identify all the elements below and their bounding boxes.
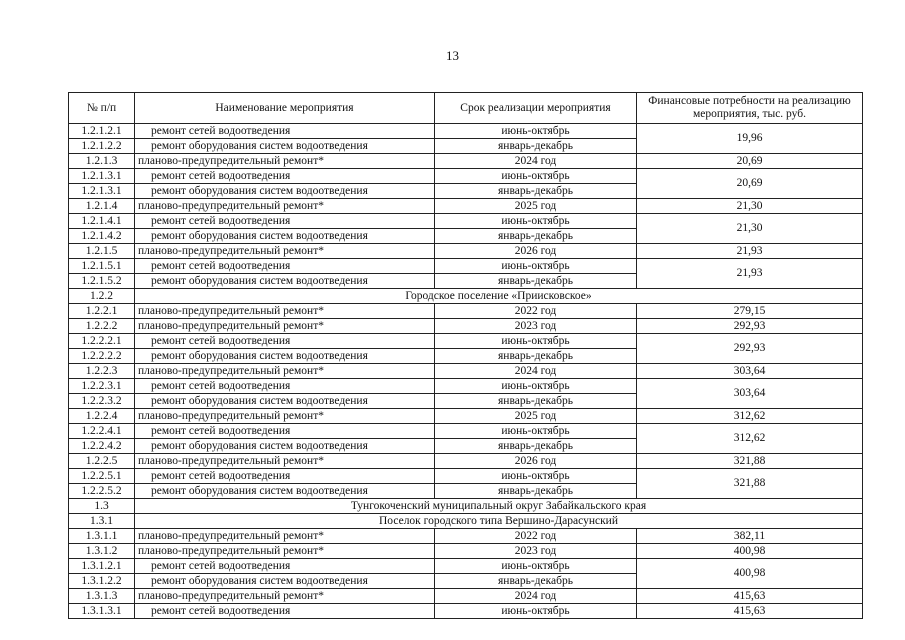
cell-num: 1.2.1.4.1: [69, 214, 135, 229]
cell-num: 1.2.2.5.2: [69, 484, 135, 499]
cell-name: ремонт оборудования систем водоотведения: [135, 139, 435, 154]
table-row: [69, 244, 863, 259]
section-row: [69, 289, 863, 304]
cell-num: 1.2.1.3.1: [69, 169, 135, 184]
cell-name: ремонт оборудования систем водоотведения: [135, 394, 435, 409]
cell-finance: 415,63: [637, 589, 863, 604]
cell-name: ремонт оборудования систем водоотведения: [135, 229, 435, 244]
header-name: Наименование мероприятия: [135, 93, 435, 124]
cell-num: 1.2.1.3.1: [69, 184, 135, 199]
cell-name: ремонт сетей водоотведения: [135, 124, 435, 139]
cell-finance: 400,98: [637, 544, 863, 559]
cell-term: июнь-октябрь: [435, 169, 637, 184]
section-title: Поселок городского типа Вершино-Дарасунский: [135, 514, 863, 529]
cell-name: ремонт сетей водоотведения: [135, 334, 435, 349]
table-row: [69, 214, 863, 229]
cell-name: ремонт оборудования систем водоотведения: [135, 274, 435, 289]
table-row: [69, 124, 863, 139]
header-term: Срок реализации мероприятия: [435, 93, 637, 124]
cell-num: 1.2.2.2.1: [69, 334, 135, 349]
cell-num: 1.2.2.2: [69, 319, 135, 334]
cell-num: 1.3.1.2.2: [69, 574, 135, 589]
cell-term: 2024 год: [435, 589, 637, 604]
cell-finance: 279,15: [637, 304, 863, 319]
cell-term: 2026 год: [435, 454, 637, 469]
cell-name: ремонт оборудования систем водоотведения: [135, 349, 435, 364]
cell-finance: 382,11: [637, 529, 863, 544]
cell-finance: 400,98: [637, 559, 863, 589]
cell-finance: 292,93: [637, 319, 863, 334]
cell-finance: 312,62: [637, 424, 863, 454]
cell-term: январь-декабрь: [435, 394, 637, 409]
cell-finance: 21,30: [637, 214, 863, 244]
cell-num: 1.2.1.5.2: [69, 274, 135, 289]
cell-finance: 19,96: [637, 124, 863, 154]
cell-finance: 303,64: [637, 379, 863, 409]
cell-finance: 21,93: [637, 244, 863, 259]
table-header-row: [69, 93, 863, 124]
cell-term: июнь-октябрь: [435, 124, 637, 139]
cell-term: 2023 год: [435, 544, 637, 559]
cell-finance: 321,88: [637, 454, 863, 469]
cell-term: 2022 год: [435, 529, 637, 544]
cell-num: 1.2.1.5.1: [69, 259, 135, 274]
cell-num: 1.3.1.3.1: [69, 604, 135, 619]
table-row: [69, 589, 863, 604]
section-row: [69, 514, 863, 529]
header-num: № п/п: [69, 93, 135, 124]
table-row: [69, 409, 863, 424]
table-row: [69, 559, 863, 574]
cell-term: июнь-октябрь: [435, 379, 637, 394]
cell-name: ремонт сетей водоотведения: [135, 214, 435, 229]
table-row: [69, 424, 863, 439]
cell-num: 1.3: [69, 499, 135, 514]
table-row: [69, 319, 863, 334]
cell-term: январь-декабрь: [435, 184, 637, 199]
cell-name: планово-предупредительный ремонт*: [135, 199, 435, 214]
cell-name: ремонт сетей водоотведения: [135, 379, 435, 394]
cell-term: январь-декабрь: [435, 274, 637, 289]
cell-name: планово-предупредительный ремонт*: [135, 454, 435, 469]
cell-num: 1.3.1.1: [69, 529, 135, 544]
cell-name: планово-предупредительный ремонт*: [135, 589, 435, 604]
page-number: 13: [446, 48, 459, 63]
cell-num: 1.2.2.2.2: [69, 349, 135, 364]
measures-table: [68, 92, 863, 619]
cell-term: январь-декабрь: [435, 484, 637, 499]
cell-num: 1.2.2.5: [69, 454, 135, 469]
table-row: [69, 604, 863, 619]
cell-name: планово-предупредительный ремонт*: [135, 409, 435, 424]
table-row: [69, 544, 863, 559]
cell-term: июнь-октябрь: [435, 469, 637, 484]
cell-term: июнь-октябрь: [435, 214, 637, 229]
cell-num: 1.2.1.3: [69, 154, 135, 169]
cell-finance: 21,30: [637, 199, 863, 214]
header-finance: Финансовые потребности на реализацию мероприятия, тыс. руб.: [637, 93, 863, 124]
table-row: [69, 259, 863, 274]
cell-num: 1.2.2.4.1: [69, 424, 135, 439]
cell-num: 1.2.2.4: [69, 409, 135, 424]
cell-finance: 292,93: [637, 334, 863, 364]
cell-num: 1.2.2.4.2: [69, 439, 135, 454]
cell-num: 1.2.1.5: [69, 244, 135, 259]
cell-name: ремонт сетей водоотведения: [135, 559, 435, 574]
cell-name: планово-предупредительный ремонт*: [135, 154, 435, 169]
cell-name: планово-предупредительный ремонт*: [135, 319, 435, 334]
cell-name: ремонт сетей водоотведения: [135, 469, 435, 484]
cell-term: июнь-октябрь: [435, 334, 637, 349]
cell-num: 1.2.2.3: [69, 364, 135, 379]
section-title: Городское поселение «Приисковское»: [135, 289, 863, 304]
cell-term: 2023 год: [435, 319, 637, 334]
cell-term: 2025 год: [435, 199, 637, 214]
table-row: [69, 529, 863, 544]
table-row: [69, 469, 863, 484]
table-row: [69, 379, 863, 394]
cell-finance: 415,63: [637, 604, 863, 619]
table-row: [69, 169, 863, 184]
cell-term: январь-декабрь: [435, 349, 637, 364]
cell-term: январь-декабрь: [435, 439, 637, 454]
cell-num: 1.3.1: [69, 514, 135, 529]
table-body: [69, 124, 863, 619]
cell-name: планово-предупредительный ремонт*: [135, 304, 435, 319]
cell-num: 1.3.1.2: [69, 544, 135, 559]
cell-finance: 20,69: [637, 169, 863, 199]
table-row: [69, 199, 863, 214]
section-title: Тунгокоченский муниципальный округ Забайкальского края: [135, 499, 863, 514]
cell-finance: 20,69: [637, 154, 863, 169]
cell-num: 1.2.1.4: [69, 199, 135, 214]
cell-term: 2024 год: [435, 154, 637, 169]
cell-name: ремонт оборудования систем водоотведения: [135, 484, 435, 499]
cell-name: ремонт оборудования систем водоотведения: [135, 439, 435, 454]
cell-term: июнь-октябрь: [435, 424, 637, 439]
section-row: [69, 499, 863, 514]
cell-term: июнь-октябрь: [435, 259, 637, 274]
cell-name: ремонт сетей водоотведения: [135, 169, 435, 184]
cell-name: ремонт оборудования систем водоотведения: [135, 184, 435, 199]
cell-term: июнь-октябрь: [435, 559, 637, 574]
cell-term: 2024 год: [435, 364, 637, 379]
cell-name: ремонт сетей водоотведения: [135, 604, 435, 619]
cell-num: 1.2.2.3.2: [69, 394, 135, 409]
cell-name: планово-предупредительный ремонт*: [135, 529, 435, 544]
cell-num: 1.2.2.1: [69, 304, 135, 319]
cell-name: планово-предупредительный ремонт*: [135, 364, 435, 379]
table-row: [69, 334, 863, 349]
cell-term: январь-декабрь: [435, 574, 637, 589]
cell-finance: 21,93: [637, 259, 863, 289]
cell-name: ремонт сетей водоотведения: [135, 259, 435, 274]
cell-term: январь-декабрь: [435, 229, 637, 244]
table-row: [69, 364, 863, 379]
cell-num: 1.2.2: [69, 289, 135, 304]
cell-num: 1.2.1.2.2: [69, 139, 135, 154]
cell-term: 2025 год: [435, 409, 637, 424]
cell-name: ремонт сетей водоотведения: [135, 424, 435, 439]
cell-finance: 303,64: [637, 364, 863, 379]
cell-name: ремонт оборудования систем водоотведения: [135, 574, 435, 589]
cell-finance: 312,62: [637, 409, 863, 424]
cell-term: 2022 год: [435, 304, 637, 319]
cell-term: январь-декабрь: [435, 139, 637, 154]
cell-term: 2026 год: [435, 244, 637, 259]
table-row: [69, 154, 863, 169]
table-row: [69, 454, 863, 469]
cell-num: 1.3.1.3: [69, 589, 135, 604]
table-row: [69, 304, 863, 319]
cell-finance: 321,88: [637, 469, 863, 499]
cell-num: 1.3.1.2.1: [69, 559, 135, 574]
cell-num: 1.2.1.4.2: [69, 229, 135, 244]
cell-num: 1.2.2.5.1: [69, 469, 135, 484]
cell-name: планово-предупредительный ремонт*: [135, 544, 435, 559]
cell-num: 1.2.2.3.1: [69, 379, 135, 394]
cell-name: планово-предупредительный ремонт*: [135, 244, 435, 259]
cell-num: 1.2.1.2.1: [69, 124, 135, 139]
cell-term: июнь-октябрь: [435, 604, 637, 619]
